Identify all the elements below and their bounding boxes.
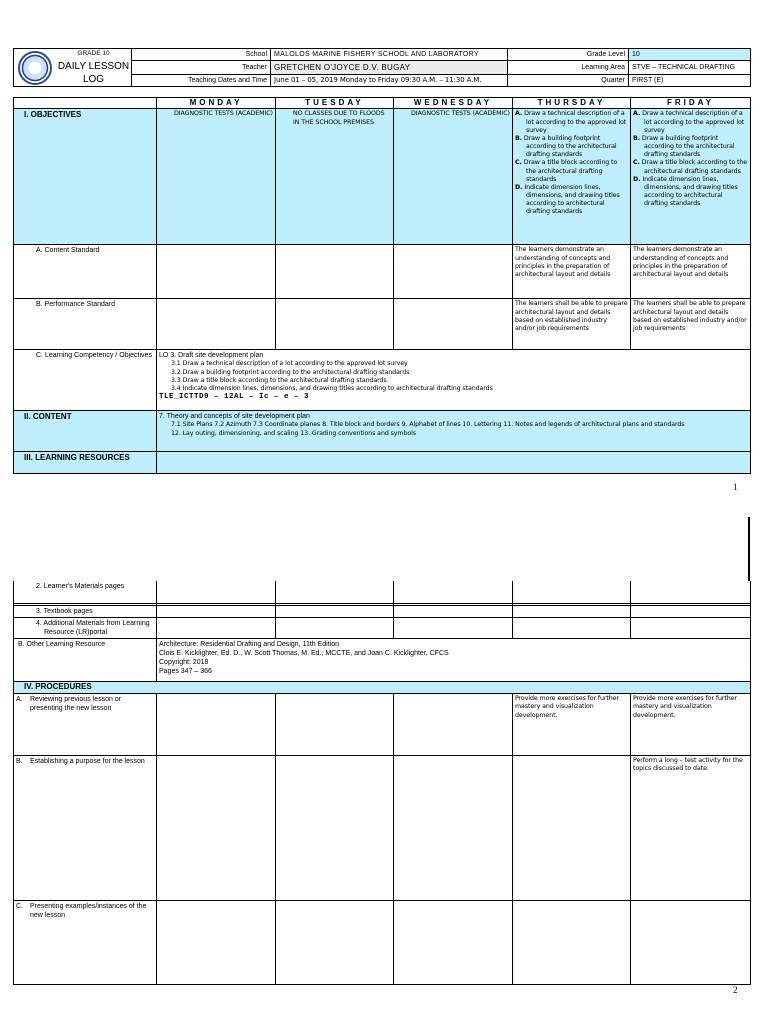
objective-item: D. Indicate dimension lines, dimensions, and drawing titles according to architectural drafting standards — [515, 183, 620, 216]
examples-label: Presenting examples/instances of the new lesson — [30, 903, 147, 920]
resource-line: Pages 347 – 366 — [159, 668, 212, 676]
page-number-2: 2 — [733, 985, 738, 995]
content-label: II. CONTENT — [14, 411, 157, 452]
resource-line: Clois E. Kicklighter, Ed. D., W. Scott Thomas, M. Ed., MCCTE, and Joan C. Kicklighter, CFCS — [159, 649, 449, 657]
dates-label: Teaching Dates and Time — [132, 75, 271, 87]
content-line: 12. Lay outing, dimensioning, and scaling 13. Grading conventions and symbols — [171, 429, 416, 437]
content-heading: 7. Theory and concepts of site development plan — [159, 413, 310, 421]
teacher-label: Teacher — [132, 61, 271, 75]
school-label: School — [132, 49, 271, 61]
review-label-cell — [14, 694, 157, 756]
header-logo-cell — [14, 49, 132, 87]
objectives-tuesday: NO CLASSES DUE TO FLOODS IN THE SCHOOL PREMISES — [276, 109, 394, 245]
lesson-table-page-2 — [13, 581, 751, 985]
grade-label: GRADE 10 — [77, 50, 110, 57]
objectives-friday — [631, 109, 751, 245]
day-thursday: THURSDAY — [513, 98, 631, 109]
other-resource-body — [157, 638, 751, 681]
examples-label-cell — [14, 901, 157, 985]
teacher-value: GRETCHEN O'JOYCE D.V. BUGAY — [271, 61, 508, 75]
grade-level-value: 10 — [629, 49, 751, 61]
learning-area-value: STVE – TECHNICAL DRAFTING — [629, 61, 751, 75]
objectives-wednesday: DIAGNOSTIC TESTS (ACADEMIC) — [394, 109, 513, 245]
quarter-label: Quarter — [508, 75, 629, 87]
textbook-label: 3. Textbook pages — [14, 605, 157, 617]
purpose-label-cell — [14, 756, 157, 901]
performance-standard-friday: The learners shall be able to prepare architectural layout and details based on established industry and/or job requirements — [631, 299, 751, 350]
dates-value: June 01 – 05, 2019 Monday to Friday 09:30 A.M. – 11:30 A.M. — [271, 75, 508, 87]
purpose-friday: Perform a long – test activity for the topics discussed to date. — [631, 756, 751, 901]
objective-item: C. Draw a title block according to the architectural drafting standards — [633, 159, 748, 175]
lesson-table-page-1 — [13, 97, 751, 474]
review-friday: Provide more exercises for further mastery and visualization development. — [631, 694, 751, 756]
review-thursday: Provide more exercises for further mastery and visualization development. — [513, 694, 631, 756]
school-value: MALOLOS MARINE FISHERY SCHOOL AND LABORATORY — [271, 49, 508, 61]
letter-b: B. — [16, 758, 23, 766]
letter-c: C. — [16, 903, 23, 911]
header-table — [13, 48, 751, 87]
competency-item: 3.2 Draw a building footprint according to the architectural drafting standards — [171, 368, 410, 376]
resource-line: Copyright: 2018 — [159, 658, 209, 666]
competency-item: 3.4 Indicate dimension lines, dimensions, and drawing titles according to architectural drafting standards — [171, 385, 493, 392]
grade-level-label: Grade Level — [508, 49, 629, 61]
objective-item: A. Draw a technical description of a lot according to the approved lot survey — [633, 110, 745, 134]
review-label: Reviewing previous lesson or presenting the new lesson — [30, 696, 122, 713]
day-wednesday: WEDNESDAY — [394, 98, 513, 109]
procedures-label: IV. PROCEDURES — [14, 681, 751, 693]
objective-item: D. Indicate dimension lines, dimensions, and drawing titles according to architectural drafting standards — [633, 175, 738, 208]
performance-standard-label: B. Performance Standard — [14, 299, 157, 350]
objective-item: A. Draw a technical description of a lot according to the approved lot survey — [515, 110, 627, 134]
objective-item: B. Draw a building footprint according to the architectural drafting standards — [633, 134, 735, 159]
competency-item: 3.1 Draw a technical description of a lot according to the approved lot survey — [171, 360, 408, 368]
performance-standard-thursday: The learners shall be able to prepare architectural layout and details based on established industry and/or job requirements — [513, 299, 631, 350]
objective-item: B. Draw a building footprint according to the architectural drafting standards — [515, 134, 617, 159]
competency-label: C. Learning Competency / Objectives — [14, 350, 157, 411]
purpose-label: Establishing a purpose for the lesson — [30, 758, 145, 766]
resource-line: Architecture: Residential Drafting and Design, 11th Edition — [159, 640, 340, 648]
additional-materials-label: 4. Additional Materials from Learning Resource (LR)portal — [14, 617, 157, 638]
quarter-value: FIRST (E) — [629, 75, 751, 87]
page-number-1: 1 — [733, 482, 738, 492]
competency-lo: LO 3. Draft site development plan — [159, 352, 264, 360]
day-friday: FRIDAY — [631, 98, 751, 109]
content-standard-thursday: The learners demonstrate an understanding of concepts and principles in the preparation of architectural layout and details — [513, 245, 631, 299]
objectives-label: I. OBJECTIVES — [14, 109, 157, 245]
learning-area-label: Learning Area — [508, 61, 629, 75]
log-title: DAILY LESSON LOG — [57, 61, 130, 86]
resources-label: III. LEARNING RESOURCES — [14, 452, 157, 474]
content-line: 7.1 Site Plans 7.2 Azimuth 7.3 Coordinate planes 8. Title block and borders 9. Alphabet of lines 10. Lettering 11. Notes and legends of architectural plans and standards — [171, 421, 685, 429]
content-standard-friday: The learners demonstrate an understanding of concepts and principles in the preparation of architectural layout and details — [631, 245, 751, 299]
deped-seal-icon — [18, 51, 52, 85]
objective-item: C. Draw a title block according to the architectural drafting standards — [515, 159, 618, 183]
learners-materials-label: 2. Learner's Materials pages — [14, 581, 157, 603]
competency-content — [157, 350, 751, 411]
letter-a: A. — [16, 696, 23, 704]
day-monday: MONDAY — [157, 98, 276, 109]
content-body — [157, 411, 751, 452]
competency-code: TLE_ICTTD9 – 12AL – Ic – e – 3 — [159, 393, 310, 402]
objectives-thursday — [513, 109, 631, 245]
day-tuesday: TUESDAY — [276, 98, 394, 109]
objectives-monday: DIAGNOSTIC TESTS (ACADEMIC) — [157, 109, 276, 245]
competency-item: 3.3 Draw a title block according to the architectural drafting standards — [171, 376, 387, 384]
page-edge-line — [748, 517, 750, 581]
content-standard-label: A. Content Standard — [14, 245, 157, 299]
other-resource-label: B. Other Learning Resource — [14, 638, 157, 681]
